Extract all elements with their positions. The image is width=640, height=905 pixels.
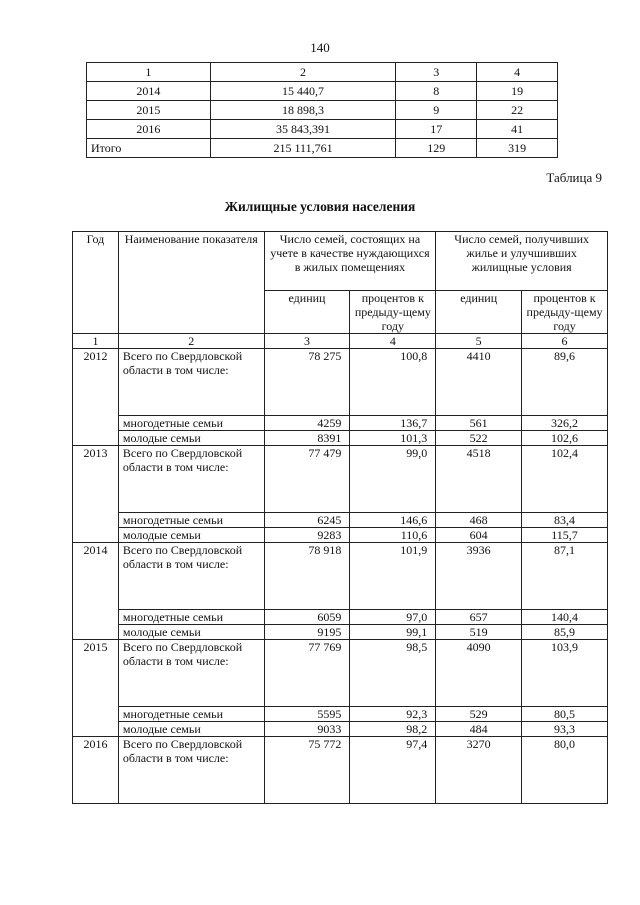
percent-registered: 92,3 bbox=[350, 707, 436, 722]
column-number: 6 bbox=[522, 334, 608, 349]
table-cell: 19 bbox=[477, 82, 558, 101]
column-number: 3 bbox=[396, 63, 477, 82]
percent-received: 326,2 bbox=[522, 416, 608, 431]
units-received: 519 bbox=[436, 625, 522, 640]
year-cell: 2012 bbox=[73, 349, 119, 446]
percent-received: 80,5 bbox=[522, 707, 608, 722]
table-row bbox=[87, 120, 558, 139]
percent-registered: 110,6 bbox=[350, 528, 436, 543]
units-received: 561 bbox=[436, 416, 522, 431]
header-percent: процентов к предыду-щему году bbox=[522, 291, 608, 334]
column-number: 2 bbox=[118, 334, 264, 349]
table-row bbox=[73, 416, 608, 431]
column-number: 1 bbox=[87, 63, 211, 82]
units-registered: 9033 bbox=[264, 722, 350, 737]
percent-received: 89,6 bbox=[522, 349, 608, 416]
units-registered: 6245 bbox=[264, 513, 350, 528]
table-row bbox=[73, 543, 608, 610]
page-number: 140 bbox=[310, 40, 330, 55]
indicator-label: Всего по Свердловской области в том числе: bbox=[118, 349, 264, 416]
year-cell: 2016 bbox=[73, 737, 119, 804]
header-year: Год bbox=[73, 232, 119, 334]
column-number: 3 bbox=[264, 334, 350, 349]
percent-received: 140,4 bbox=[522, 610, 608, 625]
units-registered: 9283 bbox=[264, 528, 350, 543]
table-row bbox=[87, 101, 558, 120]
indicator-label: Всего по Свердловской области в том числе: bbox=[118, 446, 264, 513]
row-label: Итого bbox=[87, 139, 211, 158]
percent-received: 87,1 bbox=[522, 543, 608, 610]
percent-registered: 98,5 bbox=[350, 640, 436, 707]
units-received: 529 bbox=[436, 707, 522, 722]
table-row bbox=[73, 349, 608, 416]
units-registered: 8391 bbox=[264, 431, 350, 446]
table-row bbox=[87, 82, 558, 101]
units-received: 604 bbox=[436, 528, 522, 543]
year-cell: 2014 bbox=[73, 543, 119, 640]
header-group-received: Число семей, получивших жилье и улучшивших жилищные условия bbox=[436, 232, 608, 291]
percent-registered: 97,4 bbox=[350, 737, 436, 804]
column-number: 2 bbox=[210, 63, 396, 82]
year-cell: 2015 bbox=[73, 640, 119, 737]
table-row bbox=[73, 737, 608, 804]
column-numbers-row bbox=[73, 334, 608, 349]
table-row bbox=[73, 640, 608, 707]
units-registered: 75 772 bbox=[264, 737, 350, 804]
header-group-registered: Число семей, состоящих на учете в качестве нуждающихся в жилых помещениях bbox=[264, 232, 436, 291]
units-registered: 9195 bbox=[264, 625, 350, 640]
units-registered: 5595 bbox=[264, 707, 350, 722]
column-number: 1 bbox=[73, 334, 119, 349]
units-received: 4518 bbox=[436, 446, 522, 513]
housing-conditions-table bbox=[72, 231, 608, 804]
table-row bbox=[73, 528, 608, 543]
table-cell: 17 bbox=[396, 120, 477, 139]
table-row bbox=[73, 707, 608, 722]
units-received: 657 bbox=[436, 610, 522, 625]
indicator-label: многодетные семьи bbox=[118, 513, 264, 528]
table-number: Таблица 9 bbox=[546, 170, 602, 185]
table-row bbox=[87, 139, 558, 158]
indicator-label: многодетные семьи bbox=[118, 707, 264, 722]
table-cell: 9 bbox=[396, 101, 477, 120]
percent-received: 83,4 bbox=[522, 513, 608, 528]
units-registered: 77 479 bbox=[264, 446, 350, 513]
units-received: 522 bbox=[436, 431, 522, 446]
column-number: 4 bbox=[477, 63, 558, 82]
percent-registered: 136,7 bbox=[350, 416, 436, 431]
units-registered: 77 769 bbox=[264, 640, 350, 707]
year-cell: 2013 bbox=[73, 446, 119, 543]
indicator-label: молодые семьи bbox=[118, 431, 264, 446]
table-row bbox=[73, 513, 608, 528]
units-registered: 78 275 bbox=[264, 349, 350, 416]
table-cell: 319 bbox=[477, 139, 558, 158]
table-cell: 215 111,761 bbox=[210, 139, 396, 158]
percent-received: 103,9 bbox=[522, 640, 608, 707]
row-label: 2016 bbox=[87, 120, 211, 139]
table-cell: 18 898,3 bbox=[210, 101, 396, 120]
percent-registered: 100,8 bbox=[350, 349, 436, 416]
percent-registered: 101,3 bbox=[350, 431, 436, 446]
indicator-label: молодые семьи bbox=[118, 722, 264, 737]
percent-received: 102,6 bbox=[522, 431, 608, 446]
units-received: 3270 bbox=[436, 737, 522, 804]
table-row bbox=[73, 446, 608, 513]
table-row bbox=[87, 63, 558, 82]
table-cell: 41 bbox=[477, 120, 558, 139]
table-cell: 15 440,7 bbox=[210, 82, 396, 101]
header-indicator: Наименование показателя bbox=[118, 232, 264, 334]
percent-registered: 98,2 bbox=[350, 722, 436, 737]
table-cell: 8 bbox=[396, 82, 477, 101]
percent-received: 115,7 bbox=[522, 528, 608, 543]
indicator-label: Всего по Свердловской области в том числе: bbox=[118, 543, 264, 610]
percent-registered: 101,9 bbox=[350, 543, 436, 610]
table-row bbox=[73, 722, 608, 737]
units-received: 3936 bbox=[436, 543, 522, 610]
indicator-label: Всего по Свердловской области в том числе: bbox=[118, 737, 264, 804]
header-percent: процентов к предыду-щему году bbox=[350, 291, 436, 334]
row-label: 2015 bbox=[87, 101, 211, 120]
indicator-label: молодые семьи bbox=[118, 528, 264, 543]
percent-registered: 146,6 bbox=[350, 513, 436, 528]
percent-registered: 97,0 bbox=[350, 610, 436, 625]
percent-registered: 99,0 bbox=[350, 446, 436, 513]
table-row bbox=[73, 610, 608, 625]
column-number: 4 bbox=[350, 334, 436, 349]
indicator-label: многодетные семьи bbox=[118, 610, 264, 625]
units-registered: 78 918 bbox=[264, 543, 350, 610]
table-cell: 129 bbox=[396, 139, 477, 158]
percent-received: 93,3 bbox=[522, 722, 608, 737]
row-label: 2014 bbox=[87, 82, 211, 101]
units-received: 4410 bbox=[436, 349, 522, 416]
percent-registered: 99,1 bbox=[350, 625, 436, 640]
units-received: 468 bbox=[436, 513, 522, 528]
indicator-label: молодые семьи bbox=[118, 625, 264, 640]
indicator-label: многодетные семьи bbox=[118, 416, 264, 431]
table-cell: 22 bbox=[477, 101, 558, 120]
header-units: единиц bbox=[264, 291, 350, 334]
table-row bbox=[73, 625, 608, 640]
percent-received: 85,9 bbox=[522, 625, 608, 640]
units-received: 484 bbox=[436, 722, 522, 737]
units-registered: 6059 bbox=[264, 610, 350, 625]
continued-table bbox=[86, 62, 558, 158]
indicator-label: Всего по Свердловской области в том числе: bbox=[118, 640, 264, 707]
percent-received: 102,4 bbox=[522, 446, 608, 513]
table-row bbox=[73, 431, 608, 446]
table-cell: 35 843,391 bbox=[210, 120, 396, 139]
percent-received: 80,0 bbox=[522, 737, 608, 804]
column-number: 5 bbox=[436, 334, 522, 349]
header-units: единиц bbox=[436, 291, 522, 334]
table-title: Жилищные условия населения bbox=[224, 199, 416, 214]
units-registered: 4259 bbox=[264, 416, 350, 431]
units-received: 4090 bbox=[436, 640, 522, 707]
